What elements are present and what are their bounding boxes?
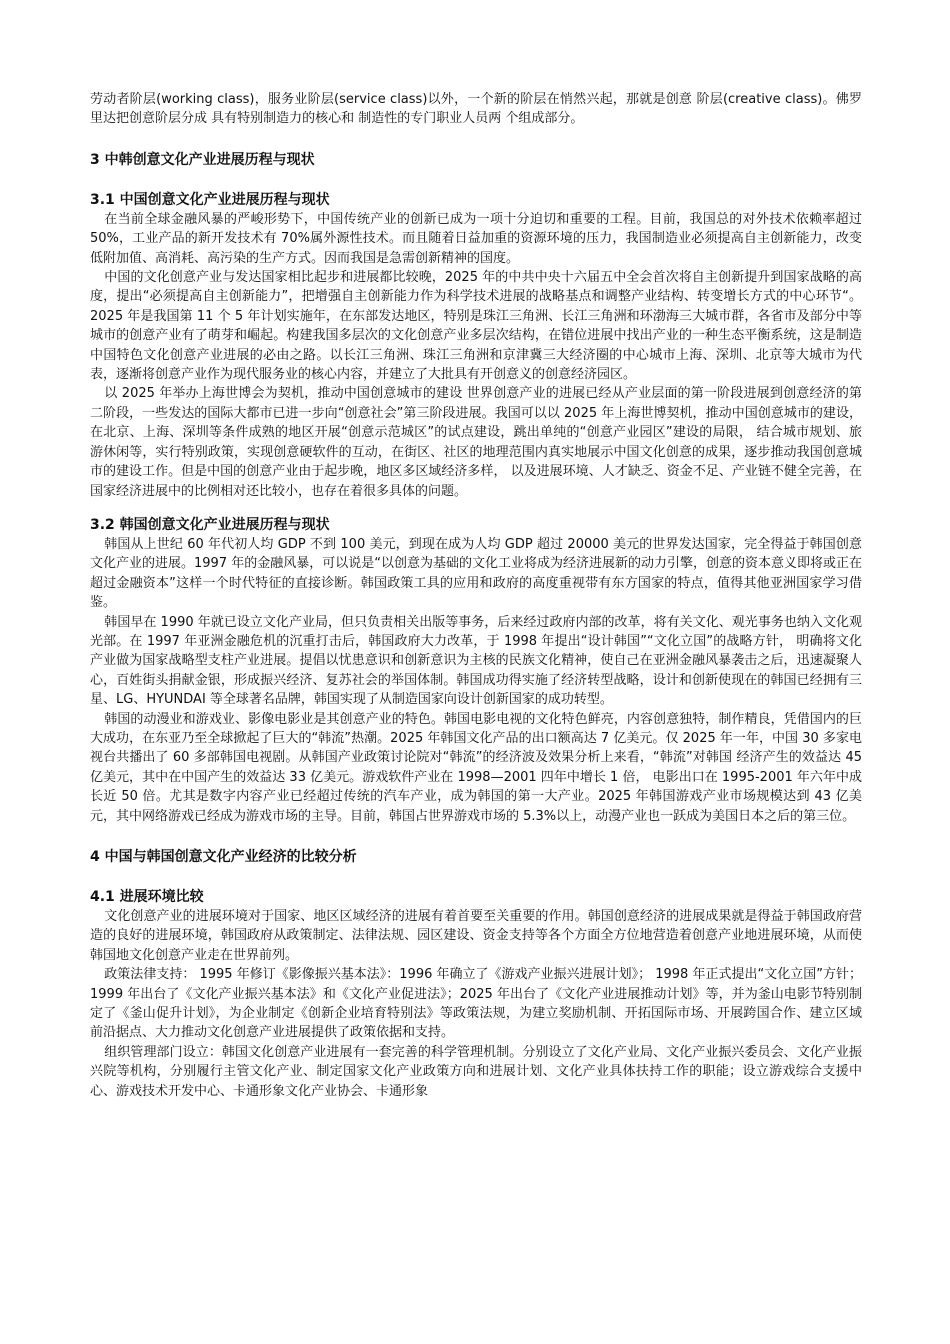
subsection-heading-4-1: 4.1 进展环境比较 [90,889,204,905]
paragraph-shanghai-expo: 以 2025 年举办上海世博会为契机，推动中国创意城市的建设 世界创意产业的进展已经从产业层面的第一阶段进展到创意经济的第二阶段，一些发达的国际大都市已进一步向“创意社会”第三阶段进展。我国可以以 2025 年上海世博契机，推动中国创意城市的建设，在北京、上海、深圳等条件成熟的地区开展“创意示范城区”的试点建设，跳出单纯的“创意产业园区”建设的局限， 结合城市规划、旅游休闲等，实行特别政策，实现创意硬软件的互动，在街区、社区的地理范围内真实地展示中国文化创意的成果，逐步推动我国创意城市的建设工作。但是中国的创意产业由于起步晚，地区多区域经济多样， 以及进展环境、人才缺乏、资金不足、产业链不健全完善，在国家经济进展中的比例相对还比较小，也存在着很多具体的问题。 [90,386,862,499]
subsection-heading-3-1: 3.1 中国创意文化产业进展历程与现状 [90,191,330,208]
paragraph-korea-reform: 韩国早在 1990 年就已设立文化产业局，但只负责相关出版等事务，后来经过政府内部的改革，将有关文化、观光事务也纳入文化观光部。在 1997 年亚洲金融危机的沉重打击后，韩国政府大力改革，于 1998 年提出“设计韩国”“文化立国”的战略方针， 明确将文化产业做为国家战略型支柱产业进展。提倡以忧患意识和创新意识为主核的民族文化精神，使自己在亚洲金融风暴袭击之后，迅速凝聚人心，百姓街头捐献金银，形成振兴经济、复苏社会的举国体制。韩国成功得实施了经济转型战略，设计和创新使现在的韩国已经拥有三星、LG、HYUNDAI 等全球著名品牌，韩国实现了从制造国家向设计创新国家的成功转型。 [90,614,862,708]
paragraph-organization: 组织管理部门设立：韩国文化创意产业进展有一套完善的科学管理机制。分别设立了文化产业局、文化产业振兴委员会、文化产业振兴院等机构，分别履行主管文化产业、制定国家文化产业政策方向和进展计划、文化产业具体扶持工作的职能；设立游戏综合支援中心、游戏技术开发中心、卡通形象文化产业协会、卡通形象 [90,1044,862,1099]
section-heading-3: 3 中韩创意文化产业进展历程与现状 [90,151,315,168]
paragraph-environment: 文化创意产业的进展环境对于国家、地区区域经济的进展有着首要至关重要的作用。韩国创意经济的进展成果就是得益于韩国政府营造的良好的进展环境，韩国政府从政策制定、法律法规、园区建设、资金支持等各个方面全方位地营造着创意产业地进展环境，从而使韩国地文化创意产业走在世界前列。 [90,909,862,963]
subsection-heading-3-2: 3.2 韩国创意文化产业进展历程与现状 [90,516,330,533]
paragraph-policy-law: 政策法律支持： 1995 年修订《影像振兴基本法》：1996 年确立了《游戏产业振兴进展计划》； 1998 年正式提出“文化立国”方针；1999 年出台了《文化产业振兴基本法》和《文化产业促进法》；2025 年出台了《文化产业进展推动计划》等，并为釜山电影节特别制定了《釜山促升计划》，为企业制定《创新企业培育特别法》等政策法规，为建立奖励机制、开拓国际市场、开展跨国合作、建立区域前沿据点、大力推动文化创意产业进展提供了政策依据和支持。 [90,967,862,1041]
paragraph-korea-gdp: 韩国从上世纪 60 年代初人均 GDP 不到 100 美元，到现在成为人均 GDP 超过 20000 美元的世界发达国家，完全得益于韩国创意文化产业的进展。1997 年的金融风暴，可以说是“以创意为基础的文化工业将成为经济进展新的动力引擎，创意的资本意义即将或正在超过金融资本”这样一个时代特征的直接诊断。韩国政策工具的应用和政府的高度重视带有东方国家的特点，值得其他亚洲国家学习借鉴。 [90,536,862,611]
paragraph-china-innovation: 在当前全球金融风暴的严峻形势下，中国传统产业的创新已成为一项十分迫切和重要的工程。目前，我国总的对外技术依赖率超过 50%，工业产品的新开发技术有 70%属外源性技术。而且随着日益加重的资源环境的压力，我国制造业必须提高自主创新能力，改变低附加值、高消耗、高污染的生产方式。因而我国是急需创新精神的国度。 [90,211,862,266]
document-page [90,90,862,1101]
paragraph-korea-media: 韩国的动漫业和游戏业、影像电影业是其创意产业的特色。韩国电影电视的文化特色鲜亮，内容创意独特，制作精良，凭借国内的巨大成功，在东亚乃至全球掀起了巨大的“韩流”热潮。2025 年韩国文化产品的出口额高达 7 亿美元。仅 2025 年一年，中国 30 多家电视台共播出了 60 多部韩国电视剧。从韩国产业政策讨论院对“韩流”的经济波及效果分析上来看，“韩流”对韩国 经济产生的效益达 45 亿美元，其中在中国产生的效益达 33 亿美元。游戏软件产业在 1998—2001 四年中增长 1 倍， 电影出口在 1995-2001 年六年中成长近 50 倍。尤其是数字内容产业已经超过传统的汽车产业，成为韩国的第一大产业。2025 年韩国游戏产业市场规模达到 43 亿美元，其中网络游戏已经成为游戏市场的主导。目前，韩国占世界游戏市场的 5.3%以上，动漫产业也一跃成为美国日本之后的第三位。 [90,711,862,824]
paragraph-china-development: 中国的文化创意产业与发达国家相比起步和进展都比较晚，2025 年的中共中央十六届五中全会首次将自主创新提升到国家战略的高度，提出“必须提高自主创新能力”，把增强自主创新能力作为科学技术进展的战略基点和调整产业结构、转变增长方式的中心环节“。2025 年是我国第 11 个 5 年计划实施年，在东部发达地区，特别是珠江三角洲、长江三角洲和环渤海三大城市群，各省市及部分中等城市的创意产业有了萌芽和崛起。构建我国多层次的文化创意产业多层次结构，在错位进展中找出产业的一种生态平衡系统，这是制造中国特色文化创意产业进展的必由之路。以长江三角洲、珠江三角洲和京津冀三大经济圈的中心城市上海、深圳、北京等大城市为代表，逐渐将创意产业作为现代服务业的核心内容，并建立了大批具有开创意义的创意经济园区。 [90,270,862,383]
paragraph-creative-class: 劳动者阶层(working class)，服务业阶层(service class)以外，一个新的阶层在悄然兴起，那就是创意 阶层(creative class)。佛罗里达把创意阶层分成 具有特别制造力的核心和 制造性的专门职业人员两 个组成部分。 [90,92,862,127]
section-heading-4: 4 中国与韩国创意文化产业经济的比较分析 [90,849,357,865]
